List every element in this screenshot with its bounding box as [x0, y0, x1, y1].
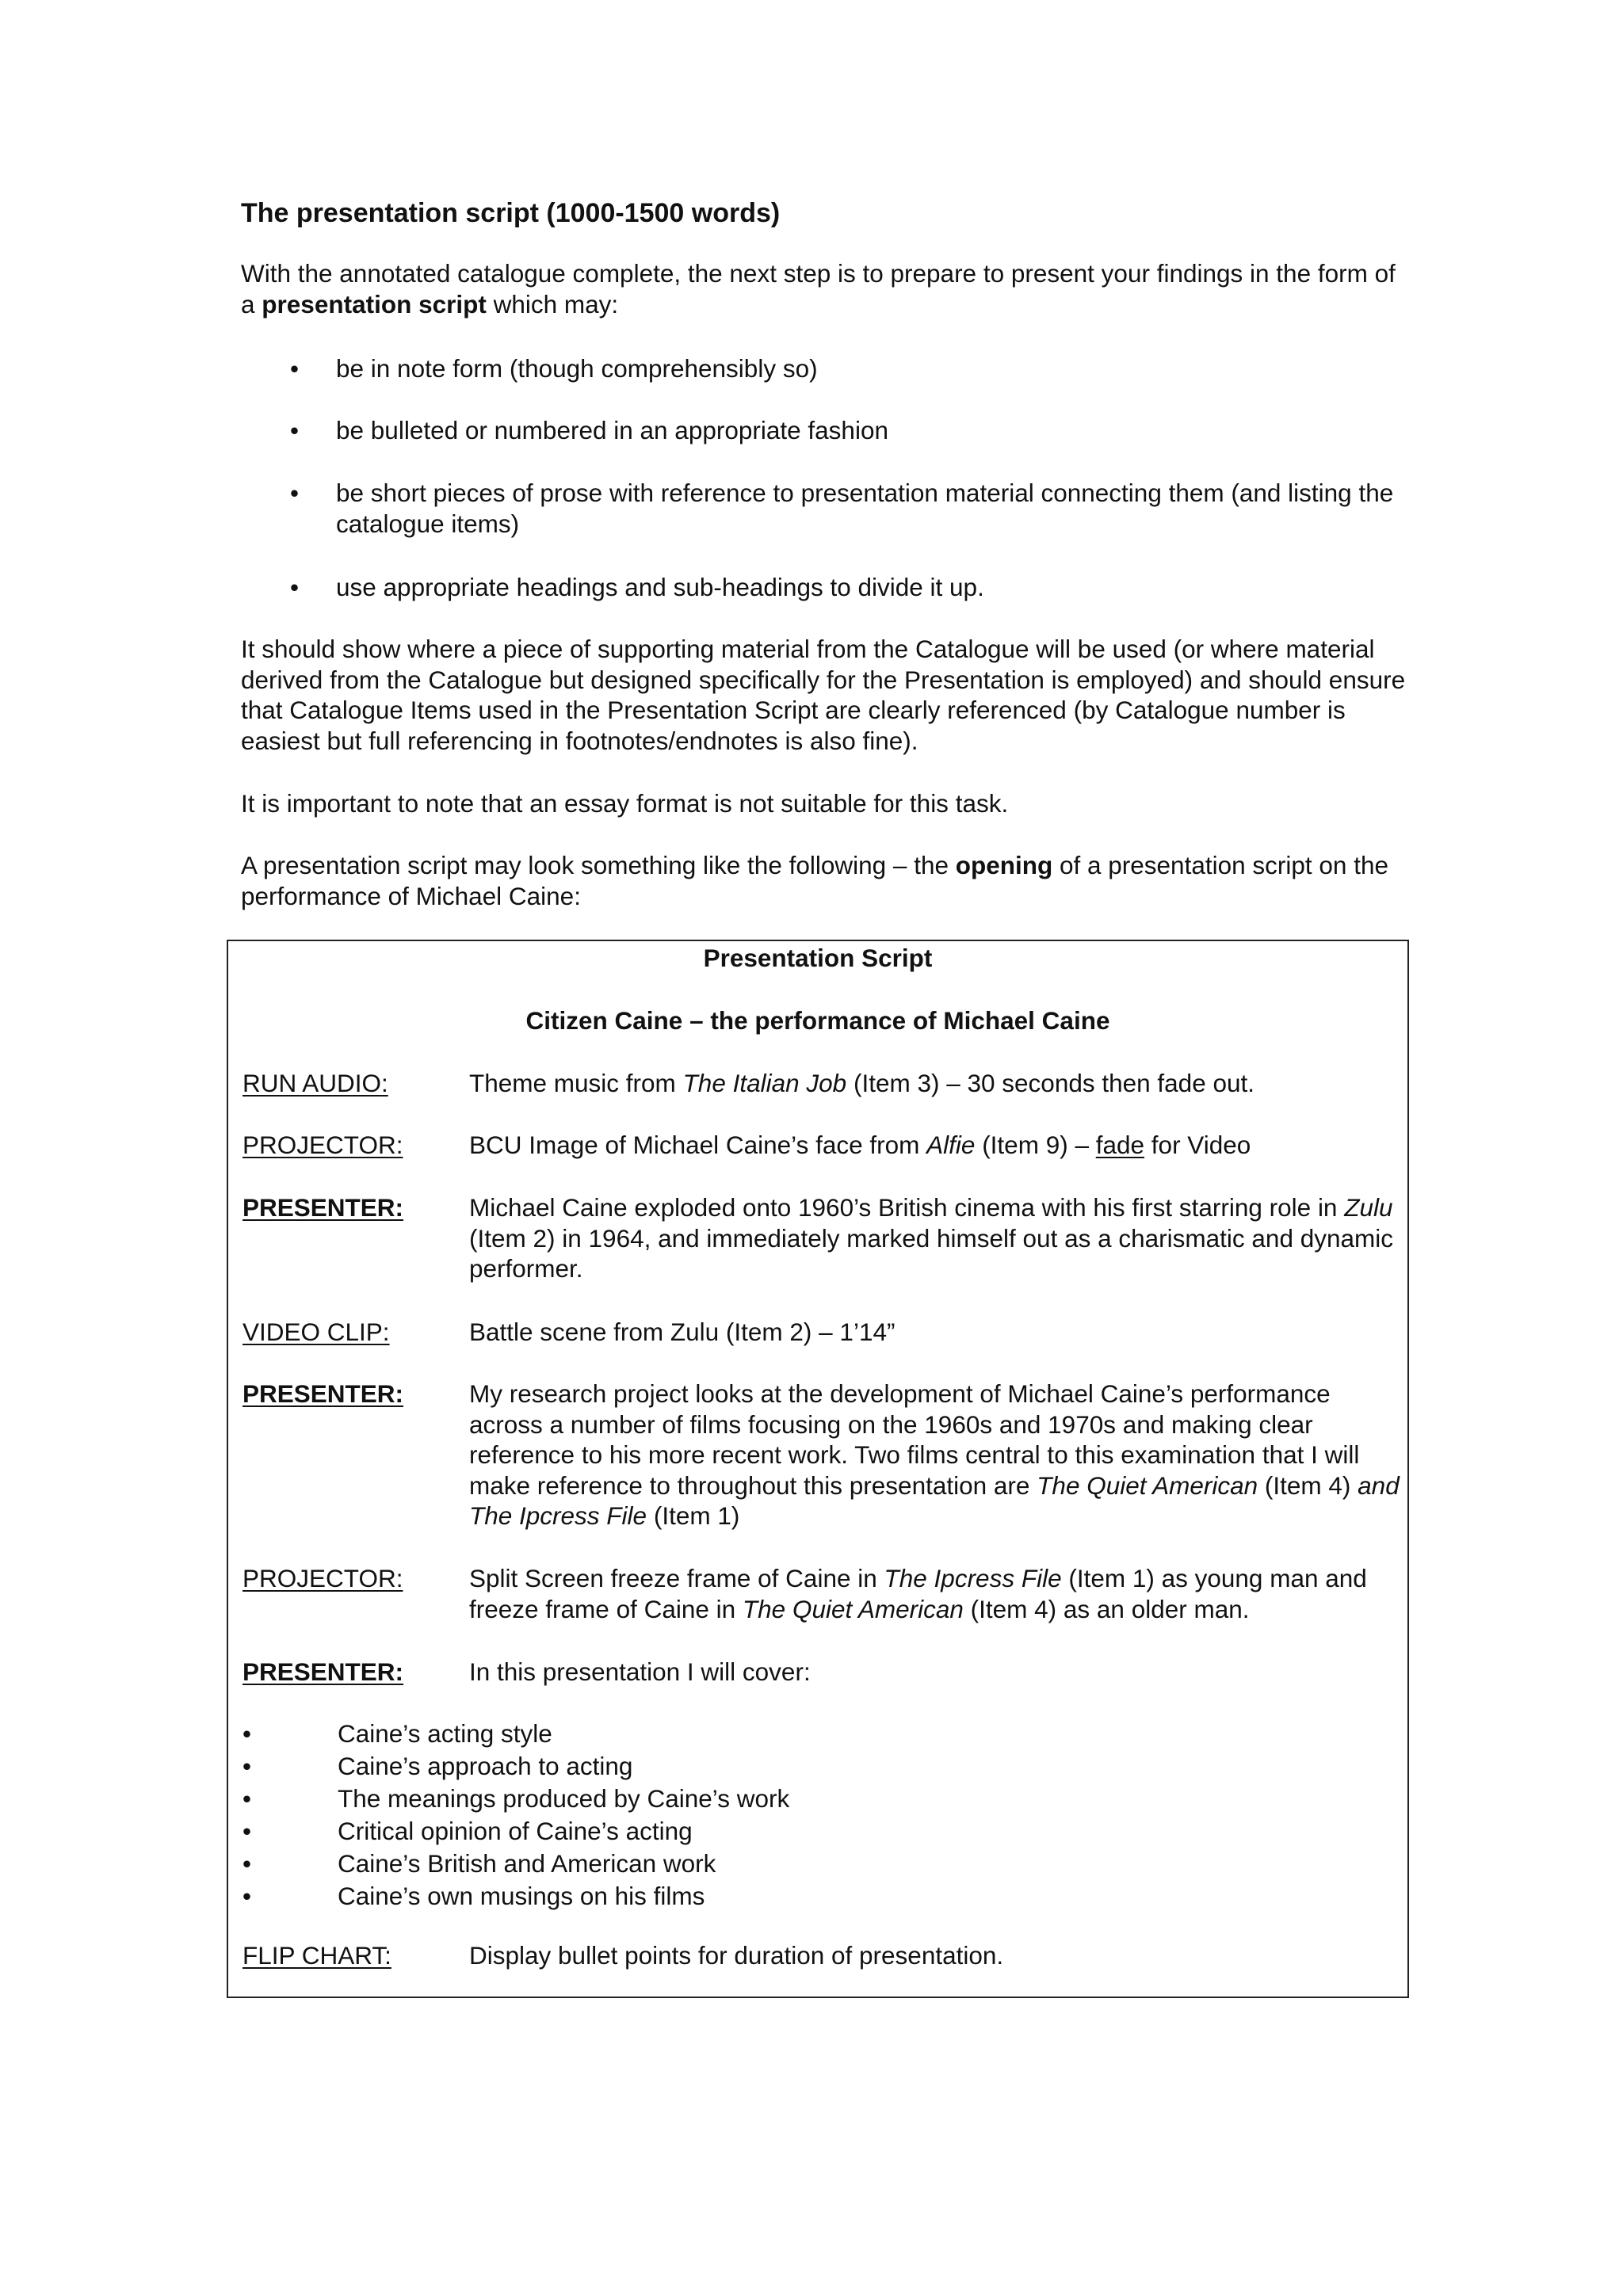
desc-text: for Video — [1144, 1131, 1251, 1159]
cue-label: PROJECTOR: — [242, 1131, 403, 1159]
bullet-symbol: • — [242, 1784, 252, 1813]
list-item-text: Caine’s acting style — [338, 1719, 552, 1748]
desc-text: (Item 1) as young man and freeze frame of Caine in — [469, 1564, 1367, 1623]
desc-text: (Item 2) in 1964, and immediately marked himself out as a charismatic and dynamic performer. — [469, 1223, 1394, 1283]
intro-bold: presentation script — [262, 289, 487, 318]
cue-description — [469, 1192, 1401, 1284]
bullet-symbol: • — [242, 1719, 252, 1748]
cue-label: PRESENTER: — [242, 1193, 404, 1222]
desc-text: My research project looks at the development of Michael Caine’s performance across a number of films focusing on the 1960s and 1970s and making clear reference to his more recent work. Two films central to this examination that I will make reference to throughout this presentation are — [469, 1379, 1360, 1500]
cue-description — [469, 1068, 1401, 1099]
example-text-1: A presentation script may look something like the following – the — [241, 851, 956, 879]
example-paragraph — [241, 850, 1414, 911]
desc-text: Theme music from — [469, 1069, 683, 1097]
desc-text: (Item 9) – — [975, 1131, 1096, 1159]
list-item-text: The meanings produced by Caine’s work — [338, 1784, 790, 1813]
desc-text: (Item 4) as an older man. — [963, 1594, 1250, 1623]
support-paragraph: It should show where a piece of supporting material from the Catalogue will be used (or where material derived from the Catalogue but designed specifically for the Presentation is employed) and should ensure that Catalogue Items used in the Presentation Script are clearly referenced (by Catalogue number is easiest but full referencing in footnotes/endnotes is also fine). — [241, 635, 1406, 755]
film-title: and The Ipcress File — [469, 1470, 1400, 1530]
cue-description: Display bullet points for duration of presentation. — [469, 1941, 1004, 1970]
bullet-symbol: • — [242, 1849, 252, 1878]
bullet-symbol: • — [242, 1752, 252, 1780]
desc-text: (Item 3) – 30 seconds then fade out. — [846, 1069, 1255, 1097]
cue-description — [469, 1563, 1401, 1624]
cue-label: PRESENTER: — [242, 1657, 404, 1686]
list-item-text: Caine’s own musings on his films — [338, 1882, 705, 1910]
list-item-text: Critical opinion of Caine’s acting — [338, 1817, 693, 1845]
desc-text: Michael Caine exploded onto 1960’s British cinema with his first starring role in — [469, 1193, 1345, 1222]
bullet-symbol: • — [290, 479, 300, 507]
bullet-symbol: • — [242, 1817, 252, 1845]
list-item-text: use appropriate headings and sub-headings to divide it up. — [336, 573, 984, 601]
cue-description — [469, 1379, 1401, 1531]
bullet-symbol: • — [290, 416, 300, 444]
film-title: The Quiet American — [742, 1594, 964, 1623]
desc-text: (Item 4) — [1258, 1470, 1358, 1500]
cue-label: RUN AUDIO: — [242, 1069, 388, 1097]
list-item-text: be short pieces of prose with reference to presentation material connecting them (and listing the catalogue items) — [336, 479, 1394, 538]
film-title: Alfie — [926, 1131, 976, 1159]
list-item-text: be in note form (though comprehensibly so) — [336, 354, 818, 383]
cue-label: VIDEO CLIP: — [242, 1318, 390, 1346]
intro-text-1: With the annotated catalogue complete, the next step is to prepare to present your findings in the form of a — [241, 259, 1396, 318]
bullet-symbol: • — [290, 354, 300, 383]
cue-label: PROJECTOR: — [242, 1564, 403, 1592]
cue-label: PRESENTER: — [242, 1379, 404, 1408]
presentation-script-box — [227, 940, 1409, 1998]
bullet-symbol: • — [290, 573, 300, 601]
intro-paragraph — [241, 258, 1414, 319]
example-bold: opening — [955, 851, 1053, 879]
desc-text: BCU Image of Michael Caine’s face from — [469, 1131, 927, 1159]
film-title: Zulu — [1344, 1193, 1393, 1222]
cue-label: FLIP CHART: — [242, 1941, 391, 1970]
film-title: The Quiet American — [1037, 1470, 1258, 1500]
desc-text: (Item 1) — [647, 1501, 740, 1530]
bullet-symbol: • — [242, 1882, 252, 1910]
cue-description: Battle scene from Zulu (Item 2) – 1’14” — [469, 1318, 896, 1346]
list-item-text: Caine’s British and American work — [338, 1849, 716, 1878]
cue-description — [469, 1130, 1401, 1161]
script-subtitle: Citizen Caine – the performance of Michael Caine — [525, 1006, 1110, 1035]
essay-paragraph: It is important to note that an essay format is not suitable for this task. — [241, 789, 1009, 818]
page-heading: The presentation script (1000-1500 words) — [241, 198, 781, 228]
list-item-text: be bulleted or numbered in an appropriate fashion — [336, 416, 888, 444]
film-title: The Italian Job — [682, 1069, 847, 1097]
desc-text: Split Screen freeze frame of Caine in — [469, 1564, 884, 1592]
script-title: Presentation Script — [703, 944, 933, 972]
film-title: The Ipcress File — [884, 1564, 1062, 1592]
intro-text-2: which may: — [486, 289, 619, 318]
cue-description: In this presentation I will cover: — [469, 1657, 811, 1686]
example-text-2: of a presentation script on the performance of Michael Caine: — [241, 851, 1388, 910]
underlined-word: fade — [1095, 1131, 1145, 1159]
list-item-text: Caine’s approach to acting — [338, 1752, 633, 1780]
